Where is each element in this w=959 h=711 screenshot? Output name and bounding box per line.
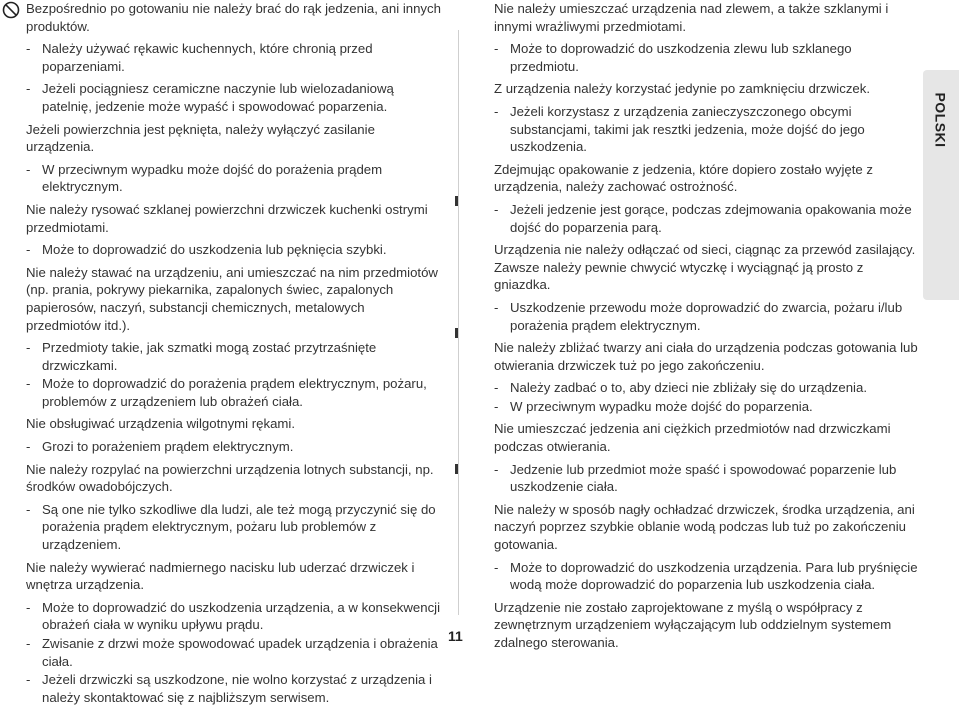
bullet-text: Jeżeli jedzenie jest gorące, podczas zdejmowania opakowania może dojść do poparzenia parą. <box>510 201 912 235</box>
bullet-dash: - <box>494 41 499 57</box>
bullet-item <box>26 241 442 259</box>
bullet-dash: - <box>26 242 31 258</box>
paragraph: Nie należy w sposób nagły ochładzać drzwiczek, środka urządzenia, ani naczyń poprzez szybkie oblanie wodą podczas lub tuż po zakończeniu gotowania. <box>494 501 915 553</box>
bullet-text: Należy używać rękawic kuchennych, które chronią przed poparzeniami. <box>42 41 373 74</box>
bullet-item <box>494 201 922 236</box>
bullet-dash: - <box>26 81 31 97</box>
bullet-text: Przedmioty takie, jak szmatki mogą zostać przytrzaśnięte drzwiczkami. <box>42 340 377 373</box>
bullet-dash: - <box>26 439 31 455</box>
bullet-text: Może to doprowadzić do uszkodzenia urządzenia, a w konsekwencji obrażeń ciała w wyniku upływu prądu. <box>42 599 441 633</box>
bullet-text: W przeciwnym wypadku może dojść do porażenia prądem elektrycznym. <box>42 161 383 195</box>
right-column <box>494 0 922 657</box>
bullet-dash: - <box>494 299 499 315</box>
paragraph: Nie umieszczać jedzenia ani ciężkich przedmiotów nad drzwiczkami podczas otwierania. <box>494 421 891 455</box>
bullet-dash: - <box>26 672 31 688</box>
bullet-item <box>494 103 922 156</box>
bullet-item <box>26 501 442 554</box>
bullet-text: Należy zadbać o to, aby dzieci nie zbliżały się do urządzenia. <box>510 380 867 396</box>
paragraph: Nie obsługiwać urządzenia wilgotnymi rękami. <box>26 416 295 432</box>
bullet-text: Jeżeli korzystasz z urządzenia zanieczyszczonego obcymi substancjami, takimi jak resztki jedzenia, może dojść do jego uszkodzenia. <box>510 103 865 155</box>
bullet-text: W przeciwnym wypadku może dojść do poparzenia. <box>510 398 813 414</box>
paragraph: Urządzenia nie należy odłączać od sieci, ciągnąc za przewód zasilający. Zawsze należy pewnie chwycić wtyczkę i wyciągnąć ją prosto z gniazdka. <box>494 242 916 293</box>
bullet-text: Jedzenie lub przedmiot może spaść i spowodować poparzenie lub uszkodzenie ciała. <box>510 461 897 495</box>
paragraph: Nie należy wywierać nadmiernego nacisku lub uderzać drzwiczek i wnętrza urządzenia. <box>26 559 415 593</box>
paragraph: Nie należy rozpylać na powierzchni urządzenia lotnych substancji, np. środków owadobójczych. <box>26 461 434 495</box>
bullet-item <box>26 339 442 374</box>
bullet-item <box>494 461 922 496</box>
bullet-dash: - <box>26 41 31 57</box>
bullet-text: Zwisanie z drzwi może spowodować upadek urządzenia i obrażenia ciała. <box>42 636 438 669</box>
paragraph: Nie należy umieszczać urządzenia nad zlewem, a także szklanymi i innymi wrażliwymi przedmiotami. <box>494 1 889 34</box>
divider-tick <box>455 328 458 338</box>
bullet-text: Może to doprowadzić do uszkodzenia urządzenia. Para lub pryśnięcie wodą może doprowadzić do poparzenia lub uszkodzenia ciała. <box>510 559 918 593</box>
paragraph: Nie należy zbliżać twarzy ani ciała do urządzenia podczas gotowania lub otwierania drzwiczek tuż po jego zakończeniu. <box>494 340 918 373</box>
bullet-text: Może to doprowadzić do uszkodzenia zlewu lub szklanego przedmiotu. <box>510 41 852 74</box>
bullet-item <box>26 161 442 196</box>
prohibition-icon <box>1 0 21 20</box>
bullet-item <box>494 398 922 416</box>
bullet-item <box>26 635 442 670</box>
page-number: 11 <box>448 628 463 644</box>
bullet-dash: - <box>494 461 499 477</box>
divider-tick <box>455 196 458 206</box>
paragraph: Nie należy rysować szklanej powierzchni drzwiczek kuchenki ostrymi przedmiotami. <box>26 201 428 235</box>
bullet-item <box>494 379 922 397</box>
left-column <box>26 0 442 711</box>
bullet-text: Może to doprowadzić do uszkodzenia lub pęknięcia szybki. <box>42 242 387 258</box>
bullet-item <box>494 559 922 594</box>
bullet-dash: - <box>26 340 31 356</box>
bullet-dash: - <box>494 103 499 119</box>
paragraph: Zdejmując opakowanie z jedzenia, które dopiero zostało wyjęte z urządzenia, należy zachować ostrożność. <box>494 161 873 195</box>
paragraph: Nie należy stawać na urządzeniu, ani umieszczać na nim przedmiotów (np. prania, pokrywy piekarnika, zapalonych świec, zapalonych papierosów, naczyń, substancji chemicznych, metalowych przedmiotów itd.). <box>26 264 438 333</box>
bullet-text: Jeżeli drzwiczki są uszkodzone, nie wolno korzystać z urządzenia i należy skontaktować się z najbliższym serwisem. <box>42 672 432 705</box>
bullet-dash: - <box>26 636 31 651</box>
paragraph: Z urządzenia należy korzystać jedynie po zamknięciu drzwiczek. <box>494 81 871 97</box>
bullet-dash: - <box>26 161 31 177</box>
bullet-dash: - <box>494 201 499 217</box>
paragraph: Bezpośrednio po gotowaniu nie należy brać do rąk jedzenia, ani innych produktów. <box>26 1 441 34</box>
bullet-dash: - <box>494 559 499 575</box>
bullet-text: Jeżeli pociągniesz ceramiczne naczynie lub wielozadaniową patelnię, jedzenie może wypaść i spowodować poparzenia. <box>42 81 394 114</box>
bullet-item <box>494 40 922 75</box>
bullet-dash: - <box>26 376 31 392</box>
bullet-text: Może to doprowadzić do porażenia prądem elektrycznym, pożaru, problemów z urządzeniem lub obrażeń ciała. <box>42 376 427 409</box>
bullet-text: Uszkodzenie przewodu może doprowadzić do zwarcia, pożaru i/lub porażenia prądem elektrycznym. <box>510 299 903 333</box>
divider-tick <box>455 464 458 474</box>
bullet-text: Grozi to porażeniem prądem elektrycznym. <box>42 439 294 455</box>
bullet-dash: - <box>494 380 499 396</box>
bullet-dash: - <box>26 501 31 517</box>
bullet-text: Są one nie tylko szkodliwe dla ludzi, ale też mogą przyczynić się do porażenia prądem elektrycznym, pożaru lub problemów z urządzeniem. <box>42 501 436 553</box>
bullet-item <box>26 599 442 634</box>
paragraph: Jeżeli powierzchnia jest pęknięta, należy wyłączyć zasilanie urządzenia. <box>26 121 375 155</box>
bullet-item <box>26 438 442 456</box>
bullet-item <box>26 671 442 706</box>
bullet-item <box>26 40 442 75</box>
bullet-item <box>26 80 442 115</box>
language-tab <box>923 70 959 300</box>
bullet-item <box>494 299 922 334</box>
bullet-item <box>26 375 442 410</box>
language-tab-label: POLSKI <box>933 92 949 148</box>
bullet-dash: - <box>26 599 31 615</box>
paragraph: Urządzenie nie zostało zaprojektowane z myślą o współpracy z zewnętrznym urządzeniem wyłączającym lub oddzielnym systemem zdalnego sterowania. <box>494 599 892 650</box>
column-divider <box>458 30 459 615</box>
bullet-dash: - <box>494 398 499 414</box>
